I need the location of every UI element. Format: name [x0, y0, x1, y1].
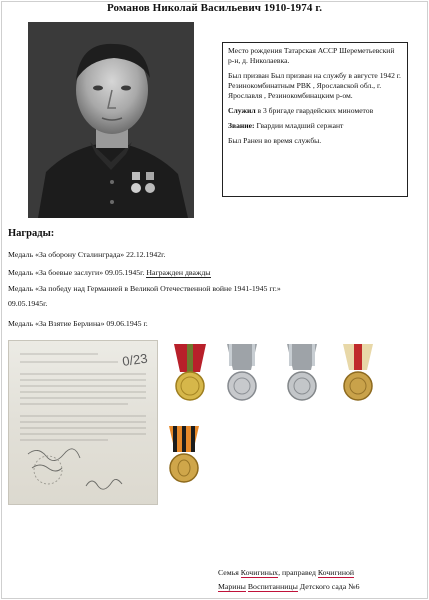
rank-label: Звание:: [228, 121, 255, 130]
award-combat-merit: [8, 267, 418, 278]
awards-heading: Награды:: [8, 228, 55, 239]
footer-word-1: Семья: [218, 568, 241, 577]
award-combat-merit-text: Медаль «За боевые заслуги» 09.05.1945г.: [8, 268, 147, 277]
page-title: Романов Николай Васильевич 1910-1974 г.: [106, 2, 323, 14]
document-corner-number: 0/23: [121, 350, 149, 369]
footer-word-3: , праправед: [278, 568, 318, 577]
served-label: Служил: [228, 106, 256, 115]
drafted-text: Был призван Был призван на службу в августе 1942 г. Резинокомбинатным РВК , Ярославской обл., г. Ярославля , Резинокомбинацким р-ом.: [228, 71, 401, 100]
award-twice-note: Награжден дважды: [146, 268, 211, 277]
rank-text: [228, 121, 402, 131]
medal-berlin-icon: [338, 342, 378, 406]
award-victory-germany: Медаль «За победу над Германией в Великой Отечественной войне 1941-1945 гг.»: [8, 284, 281, 293]
served-value: в 3 бригаде гвардейских минометов: [255, 106, 374, 115]
award-berlin: Медаль «За Взятие Берлина» 09.06.1945 г.: [8, 319, 148, 328]
document-drawing: [8, 340, 158, 505]
award-stalingrad: Медаль «За оборону Сталинграда» 22.12.1942г.: [8, 250, 166, 259]
footer-credit: [218, 566, 418, 594]
biography-box: [222, 42, 408, 197]
award-victory-germany-date: 09.05.1945г.: [8, 299, 48, 308]
medal-combat-merit-icon: [222, 342, 262, 406]
archive-document-image: [8, 340, 158, 505]
rank-value: Гвардии младший сержант: [254, 121, 344, 130]
footer-first-name: Марины: [218, 582, 246, 591]
portrait-drawing: [28, 22, 194, 218]
medal-stalingrad-icon: [168, 342, 212, 406]
footer-surname: Кочигиной: [317, 568, 355, 577]
footer-pupil: Воспитанницы: [247, 582, 298, 591]
wounded-text: Был Ранен во время службы.: [228, 136, 322, 145]
portrait-photo: [28, 22, 194, 218]
medal-combat-merit-second-icon: [282, 342, 322, 406]
medal-victory-germany-icon: [164, 424, 204, 488]
footer-kindergarten: Детского сада №6: [297, 582, 360, 591]
footer-family-name: Кочигиных: [240, 568, 279, 577]
served-text: [228, 106, 402, 116]
birthplace-text: Место рождения Татарская АССР Шереметьевский р-н, д. Николаевка.: [228, 46, 395, 65]
